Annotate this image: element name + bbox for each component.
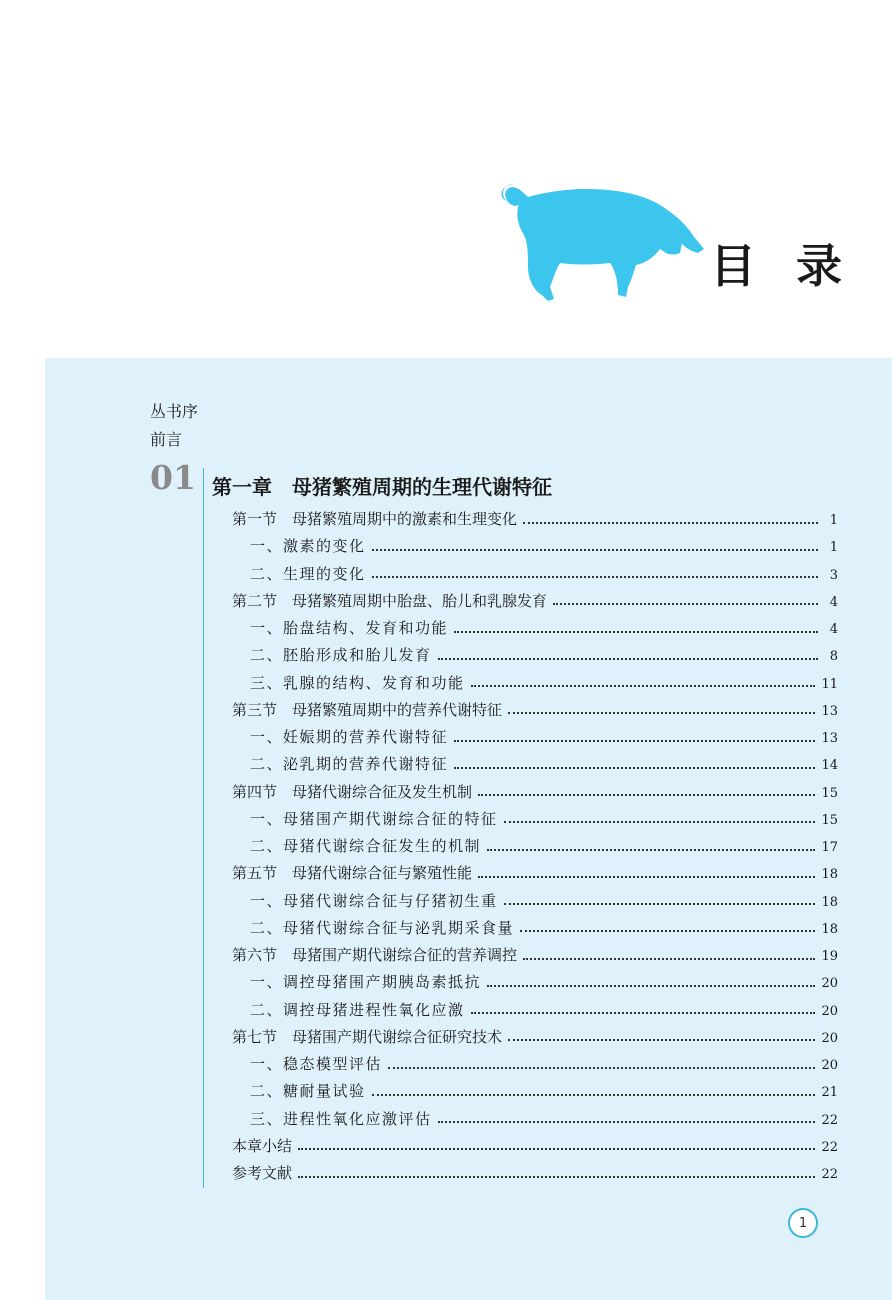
toc-entry-title: 一、稳态模型评估 [250,1055,383,1073]
toc-page-number: 20 [821,1058,838,1073]
toc-section-entry[interactable] [232,861,838,885]
toc-page-number: 3 [829,567,838,583]
toc-item-entry[interactable] [250,534,838,558]
toc-item-entry[interactable] [250,616,838,640]
toc-entry-title: 第四节 母猪代谢综合征及发生机制 [232,782,473,801]
toc-page-number: 14 [821,758,838,774]
toc-page-number: 17 [821,840,838,855]
toc-section-entry[interactable] [232,780,838,804]
toc-dot-leader [523,521,818,524]
toc-dot-leader [454,766,815,769]
toc-dot-leader [372,548,818,551]
chapter-divider-line [203,468,204,1188]
toc-page-number: 1 [829,513,838,528]
toc-dot-leader [438,1120,816,1123]
toc-entry-title: 参考文献 [232,1164,293,1182]
toc-dot-leader [454,739,815,742]
toc-entry-title: 三、进程性氧化应激评估 [250,1109,432,1128]
toc-entry-title: 一、调控母猪围产期胰岛素抵抗 [250,973,482,992]
toc-dot-leader [504,820,816,823]
toc-section-entry[interactable] [232,1134,838,1158]
toc-item-entry[interactable] [250,807,838,831]
toc-page-number: 20 [821,976,838,992]
toc-item-entry[interactable] [250,752,838,776]
toc-item-entry[interactable] [250,725,838,749]
toc-item-entry[interactable] [250,671,838,695]
toc-page-number: 19 [821,949,838,964]
toc-entry-title: 一、激素的变化 [250,537,366,556]
toc-entry-title: 第五节 母猪代谢综合征与繁殖性能 [232,864,473,883]
toc-entry-title: 二、调控母猪进程性氧化应激 [250,1000,465,1019]
toc-page-number: 20 [821,1003,838,1019]
page-number-badge: 1 [788,1208,818,1238]
toc-page-number: 4 [829,594,838,610]
toc-page-number: 4 [829,622,838,637]
toc-page-number: 22 [821,1112,838,1128]
toc-dot-leader [298,1175,815,1178]
toc-dot-leader [478,875,815,878]
chapter-title[interactable]: 第一章 母猪繁殖周期的生理代谢特征 [212,475,552,499]
toc-section-entry[interactable] [232,1025,838,1049]
toc-section-entry[interactable] [232,698,838,722]
toc-dot-leader [454,630,818,633]
toc-item-entry[interactable] [250,970,838,994]
toc-dot-leader [487,984,815,987]
toc-page-number: 22 [821,1139,838,1155]
toc-page-number: 8 [829,649,838,665]
toc-dot-leader [553,602,818,605]
toc-entry-title: 一、胎盘结构、发育和功能 [250,619,449,637]
toc-entry-title: 二、糖耐量试验 [250,1082,366,1101]
toc-entry-title: 二、生理的变化 [250,564,366,583]
toc-item-entry[interactable] [250,998,838,1022]
toc-entry-title: 第一节 母猪繁殖周期中的激素和生理变化 [232,510,518,528]
toc-entry-title: 第三节 母猪繁殖周期中的营养代谢特征 [232,700,503,719]
toc-item-entry[interactable] [250,916,838,940]
toc-page-number: 11 [821,676,838,692]
toc-dot-leader [508,711,815,714]
toc-page-number: 21 [821,1085,838,1101]
toc-dot-leader [298,1147,815,1150]
toc-front-preface-series[interactable]: 丛书序 [150,402,199,421]
chapter-number: 01 [150,458,196,497]
toc-page-number: 18 [821,894,838,910]
toc-page-number: 1 [829,540,838,556]
page-title: 目录 [710,239,882,293]
toc-dot-leader [523,957,815,960]
toc-entry-title: 二、母猪代谢综合征发生的机制 [250,837,482,855]
toc-dot-leader [372,1093,816,1096]
toc-section-entry[interactable] [232,507,838,531]
toc-entry-title: 第二节 母猪繁殖周期中胎盘、胎儿和乳腺发育 [232,591,548,610]
toc-page-number: 13 [821,703,838,719]
toc-entry-title: 二、泌乳期的营养代谢特征 [250,755,449,774]
toc-entry-title: 三、乳腺的结构、发育和功能 [250,673,465,692]
toc-dot-leader [478,793,815,796]
toc-entry-title: 一、妊娠期的营养代谢特征 [250,728,449,746]
toc-item-entry[interactable] [250,889,838,913]
toc-dot-leader [487,848,815,851]
toc-page-number: 15 [821,812,838,828]
toc-item-entry[interactable] [250,834,838,858]
toc-entry-title: 一、母猪围产期代谢综合征的特征 [250,809,498,828]
toc-item-entry[interactable] [250,1079,838,1103]
toc-page-number: 18 [821,867,838,883]
toc-front-preface[interactable]: 前言 [150,430,183,449]
toc-item-entry[interactable] [250,1107,838,1131]
toc-page-number: 15 [821,785,838,801]
toc-dot-leader [508,1038,815,1041]
toc-section-entry[interactable] [232,943,838,967]
toc-entry-title: 二、母猪代谢综合征与泌乳期采食量 [250,918,515,937]
toc-section-entry[interactable] [232,1161,838,1185]
toc-entry-title: 一、母猪代谢综合征与仔猪初生重 [250,891,498,910]
toc-item-entry[interactable] [250,562,838,586]
toc-dot-leader [520,929,815,932]
toc-dot-leader [504,902,816,905]
toc-page-number: 13 [821,731,838,746]
toc-entry-title: 二、胚胎形成和胎儿发育 [250,646,432,665]
toc-page-number: 18 [821,921,838,937]
pig-silhouette-icon [498,183,708,305]
toc-dot-leader [471,1011,816,1014]
toc-item-entry[interactable] [250,643,838,667]
toc-item-entry[interactable] [250,1052,838,1076]
toc-dot-leader [471,684,816,687]
toc-section-entry[interactable] [232,589,838,613]
toc-dot-leader [388,1066,815,1069]
toc-dot-leader [372,575,818,578]
toc-entry-title: 第六节 母猪围产期代谢综合征的营养调控 [232,946,518,964]
toc-entry-title: 本章小结 [232,1136,293,1155]
toc-dot-leader [438,657,818,660]
toc-page-number: 20 [821,1030,838,1046]
toc-page-number: 22 [821,1167,838,1182]
toc-entry-title: 第七节 母猪围产期代谢综合征研究技术 [232,1027,503,1046]
